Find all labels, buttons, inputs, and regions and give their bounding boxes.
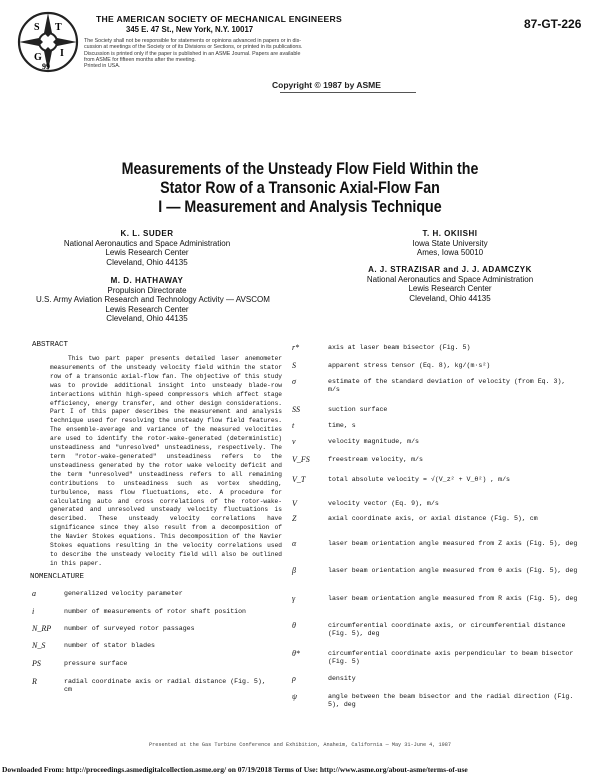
nomenclature-symbol: γ bbox=[292, 594, 296, 603]
logo-letter-g: G bbox=[34, 52, 42, 63]
nomenclature-definition: estimate of the standard deviation of velocity (from Eq. 3), m/s bbox=[328, 378, 566, 394]
nomenclature-definition: radial coordinate axis or radial distance (Fig. 5), cm bbox=[64, 678, 266, 694]
nomenclature-symbol: σ bbox=[292, 377, 296, 386]
nomenclature-symbol: V_T bbox=[292, 475, 306, 484]
paper-title bbox=[36, 160, 564, 217]
title-line: I — Measurement and Analysis Technique bbox=[158, 198, 442, 216]
author-affiliation: National Aeronautics and Space Administration bbox=[366, 274, 534, 284]
author-affiliation: Lewis Research Center bbox=[105, 304, 189, 314]
nomenclature-symbol: N_S bbox=[32, 641, 46, 650]
abstract-heading: ABSTRACT bbox=[32, 341, 69, 349]
nomenclature-definition: axis at laser beam bisector (Fig. 5) bbox=[328, 344, 471, 351]
author-name: T. H. OKIISHI bbox=[422, 229, 478, 238]
nomenclature-definition: number of surveyed rotor passages bbox=[64, 625, 195, 632]
nomenclature-symbol: ψ bbox=[292, 692, 297, 701]
nomenclature-definition: number of stator blades bbox=[64, 642, 156, 649]
nomenclature-definition: suction surface bbox=[328, 406, 388, 413]
nomenclature-definition: angle between the beam bisector and the radial direction (Fig. 5), deg bbox=[328, 693, 574, 709]
copyright: Copyright © 1987 by ASME bbox=[272, 80, 381, 90]
nomenclature-definition: apparent stress tensor (Eq. 8), kg/(m·s²) bbox=[328, 362, 491, 369]
title-line: Stator Row of a Transonic Axial-Flow Fan bbox=[160, 179, 440, 197]
author-affiliation: Lewis Research Center bbox=[105, 248, 189, 258]
nomenclature-symbol: V_FS bbox=[292, 455, 310, 464]
divider bbox=[280, 92, 416, 93]
author-affiliation: Iowa State University bbox=[412, 238, 488, 248]
asme-logo bbox=[16, 10, 80, 74]
nomenclature-definition: laser beam orientation angle measured from Z axis (Fig. 5), deg bbox=[328, 540, 578, 547]
nomenclature-symbol: V bbox=[292, 499, 297, 508]
author-block bbox=[36, 276, 270, 324]
disclaimer bbox=[84, 38, 554, 69]
nomenclature-definition: generalized velocity parameter bbox=[64, 590, 183, 597]
logo-letter-i: I bbox=[60, 48, 64, 59]
nomenclature-definition: time, s bbox=[328, 422, 356, 429]
nomenclature-symbol: α bbox=[292, 539, 297, 548]
nomenclature-definition: number of measurements of rotor shaft position bbox=[64, 608, 247, 615]
nomenclature-symbol: r* bbox=[292, 343, 300, 352]
author-block bbox=[330, 265, 570, 303]
disclaimer-line: The Society shall not be responsible for statements or opinions advanced in papers or in dis- bbox=[84, 38, 301, 44]
nomenclature-symbol: θ bbox=[292, 621, 296, 630]
disclaimer-line: cussion at meetings of the Society or of its Divisions or Sections, or printed in its publications. bbox=[84, 44, 303, 51]
author-affiliation: Cleveland, Ohio 44135 bbox=[106, 257, 188, 267]
author-block bbox=[330, 229, 570, 258]
society-address: 345 E. 47 St., New York, N.Y. 10017 bbox=[126, 25, 254, 34]
nomenclature-symbol: i bbox=[32, 607, 35, 616]
author-affiliation: National Aeronautics and Space Administration bbox=[63, 238, 231, 248]
nomenclature-definition: circumferential coordinate axis perpendicular to beam bisector (Fig. 5) bbox=[328, 650, 574, 666]
nomenclature-definition: velocity magnitude, m/s bbox=[328, 438, 420, 445]
nomenclature-definition: laser beam orientation angle measured from R axis (Fig. 5), deg bbox=[328, 595, 578, 602]
nomenclature-symbol: Z bbox=[292, 514, 297, 523]
author-affiliation: Ames, Iowa 50010 bbox=[416, 248, 484, 258]
nomenclature-definition: axial coordinate axis, or axial distance (Fig. 5), cm bbox=[328, 515, 538, 522]
download-notice: Downloaded From: http://proceedings.asmedigitalcollection.asme.org/ on 07/19/2018 Terms of Use: http://www.asme.org/about-asme/terms-of-use bbox=[2, 765, 468, 774]
abstract-paragraph: This two part paper presents detailed laser anemometer measurements of the unsteady velocity field within the stator row of a transonic axial-flow fan. The objective of this study was to provide additional insight into unsteady blade-row interactions within high-speed compressors which affect stage efficiency, energy transfer, and other design considerations. Part I of this paper describes the measurement and analysis technique used for resolving the unsteady flow field features. The ensemble-average and variance of the measured velocities are used to identify the rotor-wake-generated (deterministic) unsteadiness and "unresolved" unsteadiness, respectively. The term "rotor-wake-generated" unsteadiness refers to the unsteadiness generated by the rotor wake velocity deficit and the term "unresolved" unsteadiness refers to all remaining contributions to unsteadiness such as vortex shedding, turbulence, mass flow fluctuations, etc. A procedure for calculating auto and cross correlations of the rotor-wake-generated and unresolved unsteady velocity fluctuations is described. These unsteady velocity correlations have significance since they also result from a decomposition of the Navier Stokes equations. This decomposition of the Navier Stokes equations resulting in the velocity correlations used to describe the unsteady velocity field will also be outlined in this paper. bbox=[50, 355, 282, 567]
abstract-body bbox=[50, 355, 282, 569]
nomenclature-definition: pressure surface bbox=[64, 660, 128, 667]
nomenclature-symbol: PS bbox=[32, 659, 41, 668]
author-affiliation: U.S. Army Aviation Research and Technology Activity — AVSCOM bbox=[36, 295, 270, 305]
nomenclature-symbol: SS bbox=[292, 405, 300, 414]
author-block bbox=[36, 229, 258, 267]
nomenclature-definition: laser beam orientation angle measured from θ axis (Fig. 5), deg bbox=[328, 567, 578, 574]
society-name: THE AMERICAN SOCIETY OF MECHANICAL ENGINEERS bbox=[96, 14, 343, 24]
disclaimer-line: from ASME for fifteen months after the meeting. bbox=[84, 56, 196, 63]
footnote: Presented at the Gas Turbine Conference and Exhibition, Anaheim, California — May 31-June 4, 1987 bbox=[149, 742, 451, 748]
nomenclature-definition: total absolute velocity = √(V_z² + V_θ²) , m/s bbox=[328, 476, 511, 483]
author-affiliation: Cleveland, Ohio 44135 bbox=[409, 293, 491, 303]
author-name: M. D. HATHAWAY bbox=[110, 276, 184, 285]
author-affiliation: Lewis Research Center bbox=[408, 284, 492, 294]
nomenclature-definition: density bbox=[328, 675, 356, 682]
author-name: K. L. SUDER bbox=[120, 229, 174, 238]
disclaimer-line: Discussion is printed only if the paper is published in an ASME Journal. Papers are available bbox=[84, 50, 301, 57]
nomenclature-definition: freestream velocity, m/s bbox=[328, 456, 423, 463]
author-name: A. J. STRAZISAR and J. J. ADAMCZYK bbox=[368, 265, 532, 274]
nomenclature-symbol: t bbox=[292, 421, 295, 430]
logo-letter-s: S bbox=[34, 22, 40, 33]
nomenclature-definition: circumferential coordinate axis, or circumferential distance (Fig. 5), deg bbox=[328, 622, 566, 638]
author-affiliation: Propulsion Directorate bbox=[107, 285, 187, 295]
nomenclature-heading: NOMENCLATURE bbox=[30, 573, 85, 581]
nomenclature-symbol: v bbox=[292, 437, 296, 446]
nomenclature-symbol: a bbox=[32, 589, 36, 598]
nomenclature-symbol: ρ bbox=[292, 674, 296, 683]
nomenclature-symbol: β bbox=[292, 566, 296, 575]
nomenclature-symbol: R bbox=[32, 677, 37, 686]
logo-year: 99 bbox=[42, 62, 50, 71]
disclaimer-line: Printed in USA. bbox=[84, 63, 121, 70]
nomenclature-symbol: S bbox=[292, 361, 296, 370]
logo-letter-t: T bbox=[55, 22, 62, 33]
title-line: Measurements of the Unsteady Flow Field Within the bbox=[121, 160, 479, 178]
author-affiliation: Cleveland, Ohio 44135 bbox=[106, 314, 188, 324]
nomenclature-symbol: N_RP bbox=[32, 624, 52, 633]
paper-number: 87-GT-226 bbox=[524, 17, 582, 31]
nomenclature-definition: velocity vector (Eq. 9), m/s bbox=[328, 500, 439, 507]
nomenclature-symbol: θ* bbox=[292, 649, 300, 658]
